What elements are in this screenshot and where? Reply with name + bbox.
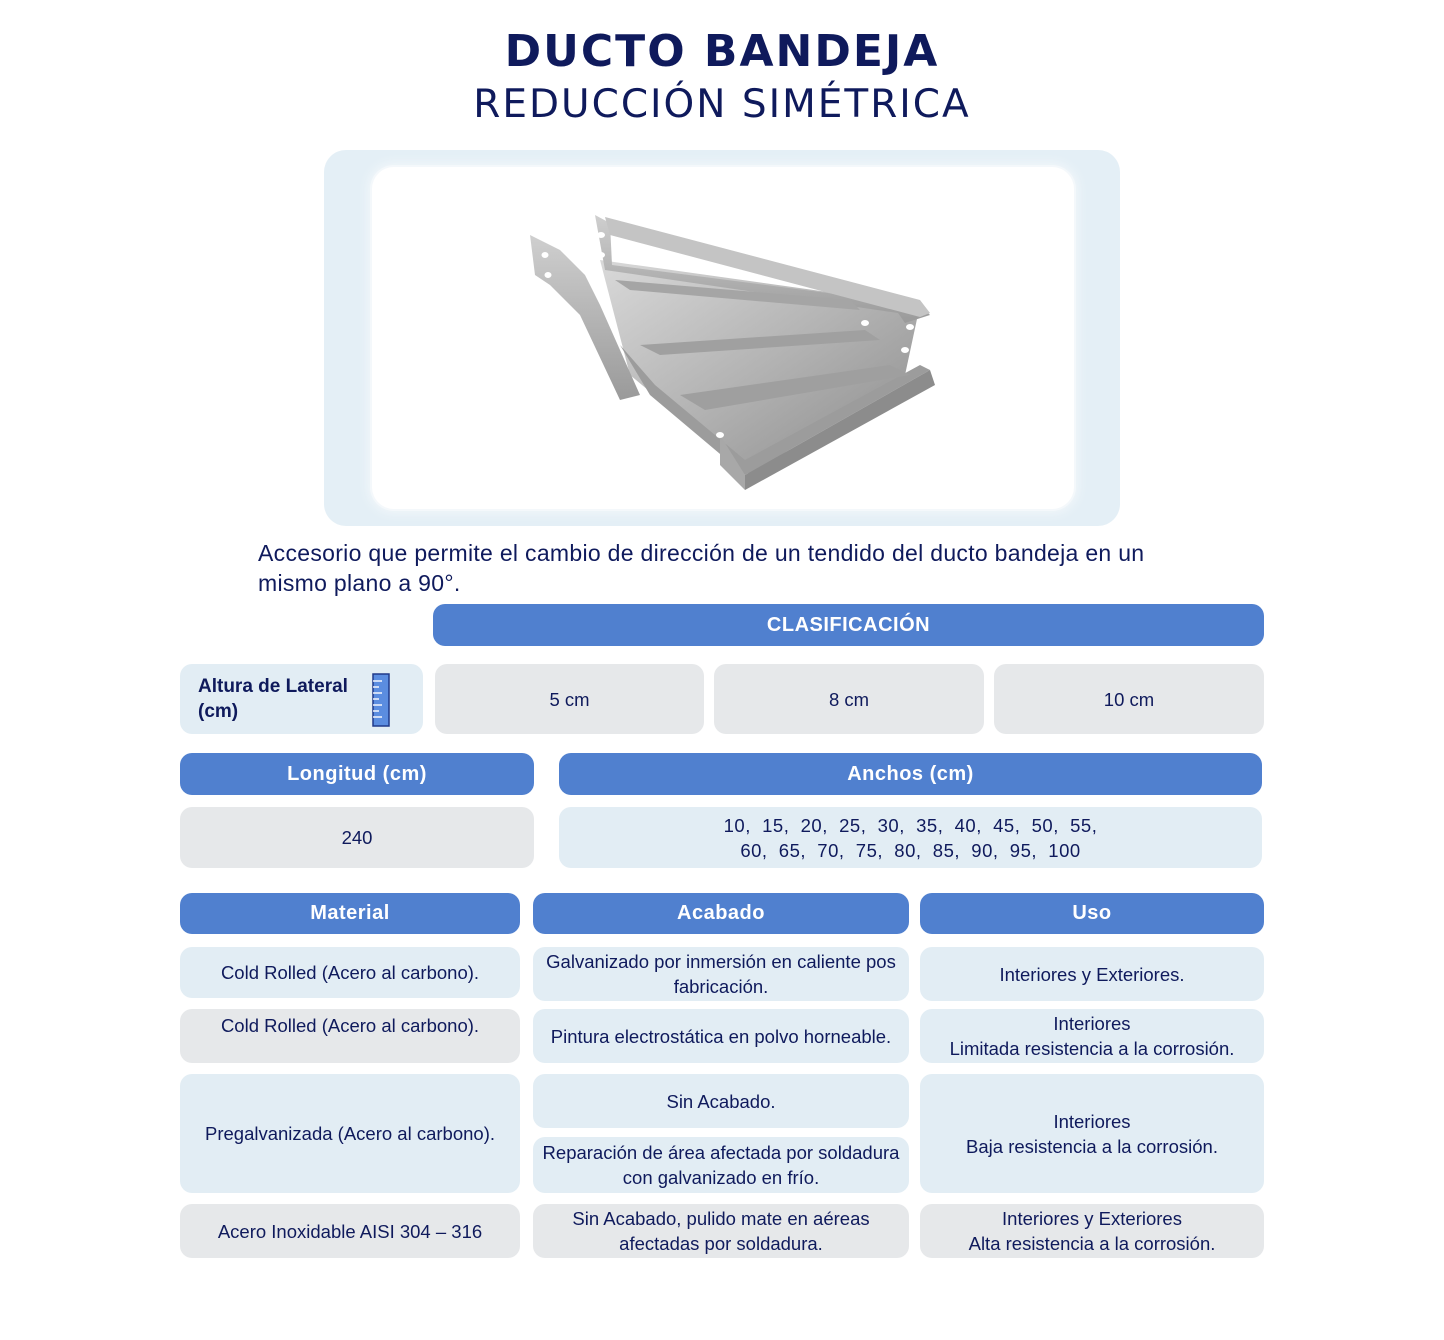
anchos-line-1: 10, 15, 20, 25, 30, 35, 40, 45, 50, 55, [723,814,1098,836]
anchos-line-2: 60, 65, 70, 75, 80, 85, 90, 95, 100 [740,839,1081,861]
anchos-values [559,807,1262,868]
altura-8cm: 8 cm [714,664,984,734]
material-header: Material [180,893,520,934]
acabado-cell: Sin Acabado. [533,1074,909,1128]
acabado-cell: Sin Acabado, pulido mate en aéreas afectadas por soldadura. [533,1204,909,1258]
altura-lateral-label: Altura de Lateral (cm) [198,676,348,722]
product-description: Accesorio que permite el cambio de dirección de un tendido del ducto bandeja en un mismo plano a 90°. [258,540,1145,596]
cable-tray-reducer-image [520,205,940,495]
uso-cell: Interiores Limitada resistencia a la corrosión. [920,1009,1264,1063]
acabado-cell: Galvanizado por inmersión en caliente pos fabricación. [533,947,909,1001]
altura-5cm: 5 cm [435,664,704,734]
ruler-icon [372,673,390,727]
acabado-cell: Pintura electrostática en polvo horneable. [533,1009,909,1063]
acabado-header: Acabado [533,893,909,934]
uso-cell: Interiores Baja resistencia a la corrosión. [920,1074,1264,1193]
altura-lateral-cell [180,664,423,734]
longitud-value: 240 [180,807,534,868]
anchos-header: Anchos (cm) [559,753,1262,795]
page-subtitle: REDUCCIÓN SIMÉTRICA [473,82,971,127]
material-cell: Cold Rolled (Acero al carbono). [180,1009,520,1063]
material-cell: Acero Inoxidable AISI 304 – 316 [180,1204,520,1258]
longitud-header: Longitud (cm) [180,753,534,795]
uso-cell: Interiores y Exteriores. [920,947,1264,1001]
clasificacion-header: CLASIFICACIÓN [433,604,1264,646]
altura-10cm: 10 cm [994,664,1264,734]
uso-header: Uso [920,893,1264,934]
material-cell: Pregalvanizada (Acero al carbono). [180,1074,520,1193]
material-cell: Cold Rolled (Acero al carbono). [180,947,520,998]
acabado-cell: Reparación de área afectada por soldadura con galvanizado en frío. [533,1137,909,1193]
page-title: DUCTO BANDEJA [504,26,940,77]
uso-cell: Interiores y Exteriores Alta resistencia a la corrosión. [920,1204,1264,1258]
